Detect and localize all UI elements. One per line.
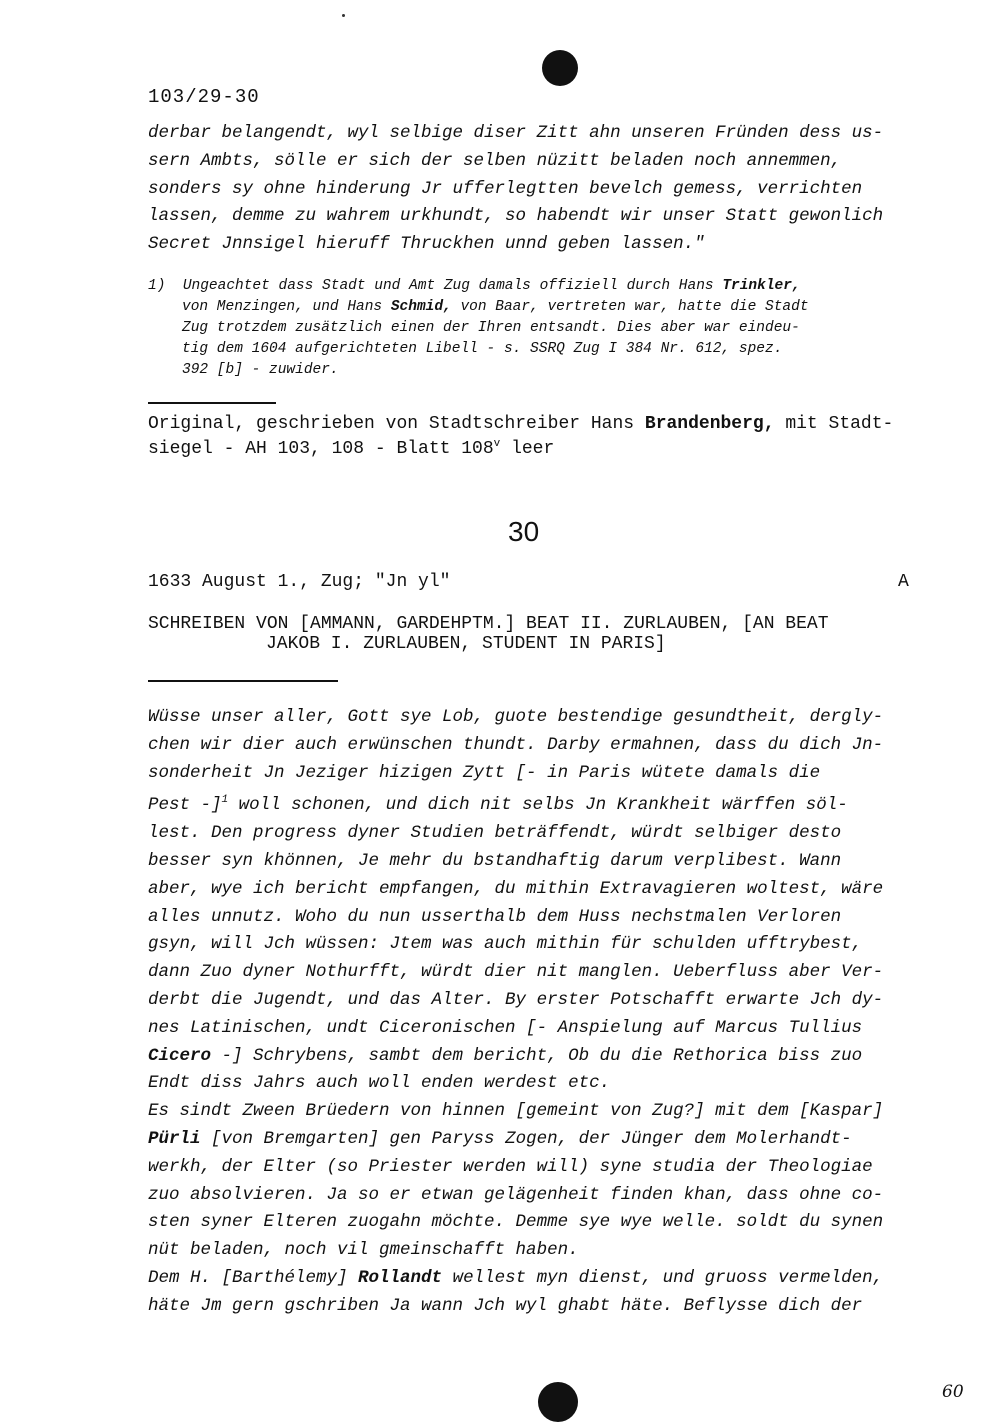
- text-line: alles unnutz. Woho du nun usserthalb dem Huss nechstmalen Verloren: [148, 906, 842, 927]
- text-line: häte Jm gern gschriben Ja wann Jch wyl ghabt häte. Beflysse dich der: [148, 1295, 863, 1316]
- text-line: sonderheit Jn Jeziger hizigen Zytt [- in Paris wütete damals die: [148, 762, 821, 783]
- footnote-line: 392 [b] - zuwider.: [182, 362, 339, 378]
- text-line: dann Zuo dyner Nothurfft, würdt dier nit manglen. Ueberfluss aber Ver-: [148, 962, 884, 983]
- footnote-ref: 1: [221, 794, 229, 807]
- text-line: nüt beladen, noch vil gmeinschafft haben.: [148, 1240, 579, 1261]
- signature-letter: A: [898, 572, 909, 592]
- text-line: werkh, der Elter (so Priester werden will) syne studia der Theologiae: [148, 1156, 873, 1177]
- person-name: Cicero: [148, 1045, 212, 1066]
- text-line: derbt die Jugendt, und das Alter. By erster Potschafft erwarte Jch dy-: [148, 989, 884, 1010]
- document-number: 30: [508, 516, 540, 547]
- footnote-line: von Menzingen, und Hans Schmid, von Baar, vertreten war, hatte die Stadt: [182, 299, 809, 315]
- footnote-line: Zug trotzdem zusätzlich einen der Ihren entsandt. Dies aber war eindeu-: [182, 320, 800, 336]
- date-place-line: 1633 August 1., Zug; "Jn yl": [148, 572, 451, 592]
- person-name: Rollandt: [358, 1267, 443, 1288]
- text-line: lest. Den progress dyner Studien beträffendt, würdt selbiger desto: [148, 823, 842, 844]
- divider-rule: [148, 680, 338, 682]
- text-line: Pest -]$^1$ woll schonen, und dich nit selbs Jn Krankheit wärffen söl-: [148, 794, 848, 816]
- page-reference: 103/29-30: [148, 86, 260, 108]
- text-line: Dem H. [Barthélemy] Rollandt wellest myn dienst, und gruoss vermelden,: [148, 1267, 884, 1288]
- person-name: Trinkler,: [722, 278, 801, 294]
- text-line: Wüsse unser aller, Gott sye Lob, guote bestendige gesundtheit, dergly-: [148, 707, 884, 727]
- text-line: zuo absolvieren. Ja so er etwan gelägenheit finden khan, dass ohne co-: [148, 1184, 884, 1205]
- scan-speck: [342, 14, 345, 17]
- person-name: Brandenberg,: [644, 414, 775, 434]
- previous-document-text: [148, 120, 918, 259]
- text-line: sonders sy ohne hinderung Jr ufferlegtten bevelch gemess, verrichten: [148, 178, 863, 199]
- person-name: Schmid,: [390, 299, 452, 315]
- superscript: v: [493, 438, 501, 450]
- text-line: Es sindt Zween Brüedern von hinnen [gemeint von Zug?] mit dem [Kaspar]: [148, 1101, 884, 1122]
- person-name: Pürli: [148, 1128, 201, 1149]
- footnote-marker: 1): [148, 278, 166, 294]
- divider-rule: [148, 402, 276, 404]
- text-line: Cicero -] Schrybens, sambt dem bericht, Ob du die Rethorica biss zuo: [148, 1045, 863, 1066]
- punch-hole-top: [542, 50, 578, 86]
- heading-line: JAKOB I. ZURLAUBEN, STUDENT IN PARIS]: [266, 634, 666, 654]
- heading-line: SCHREIBEN VON [AMMANN, GARDEHPTM.] BEAT II. ZURLAUBEN, [AN BEAT: [148, 614, 829, 634]
- text-line: sern Ambts, sölle er sich der selben nüzitt beladen noch annemmen,: [148, 150, 842, 171]
- text-line: lassen, demme zu wahrem urkhundt, so habendt wir unser Statt gewonlich: [148, 206, 884, 227]
- original-note: [148, 414, 893, 459]
- text-line: chen wir dier auch erwünschen thundt. Darby ermahnen, dass du dich Jn-: [148, 734, 884, 755]
- text-line: gsyn, will Jch wüssen: Jtem was auch mithin für schulden ufftrybest,: [148, 934, 863, 955]
- text-line: Secret Jnnsigel hieruff Thruckhen unnd geben lassen.": [148, 234, 705, 255]
- punch-hole-bottom: [538, 1382, 578, 1422]
- text-line: Pürli [von Bremgarten] gen Paryss Zogen, der Jünger dem Molerhandt-: [148, 1128, 852, 1149]
- handwritten-page-number: 60: [942, 1382, 964, 1402]
- text-line: sten syner Elteren zuogahn möchte. Demme sye wye welle. soldt du synen: [148, 1212, 884, 1233]
- text-line: derbar belangendt, wyl selbige diser Zitt ahn unseren Fründen dess us-: [148, 123, 884, 143]
- original-note-line: siegel - AH 103, 108 - Blatt 108$^v$ leer: [148, 438, 555, 459]
- text-line: Endt diss Jahrs auch woll enden werdest etc.: [148, 1073, 611, 1094]
- text-line: nes Latinischen, undt Ciceronischen [- Anspielung auf Marcus Tullius: [148, 1017, 863, 1038]
- footnote-line: tig dem 1604 aufgerichteten Libell - s. SSRQ Zug I 384 Nr. 612, spez.: [182, 341, 783, 357]
- letter-text: [148, 704, 918, 1321]
- document-heading: [148, 614, 829, 654]
- text-line: aber, wye ich bericht empfangen, du mithin Extravagieren woltest, wäre: [148, 878, 884, 899]
- text-line: besser syn khönnen, Je mehr du bstandhaftig darum verplibest. Wann: [148, 850, 842, 871]
- footnote-line: 1) Ungeachtet dass Stadt und Amt Zug damals offiziell durch Hans Trinkler,: [148, 278, 801, 294]
- original-note-line: Original, geschrieben von Stadtschreiber Hans Brandenberg, mit Stadt-: [148, 414, 894, 434]
- footnote: [148, 276, 918, 381]
